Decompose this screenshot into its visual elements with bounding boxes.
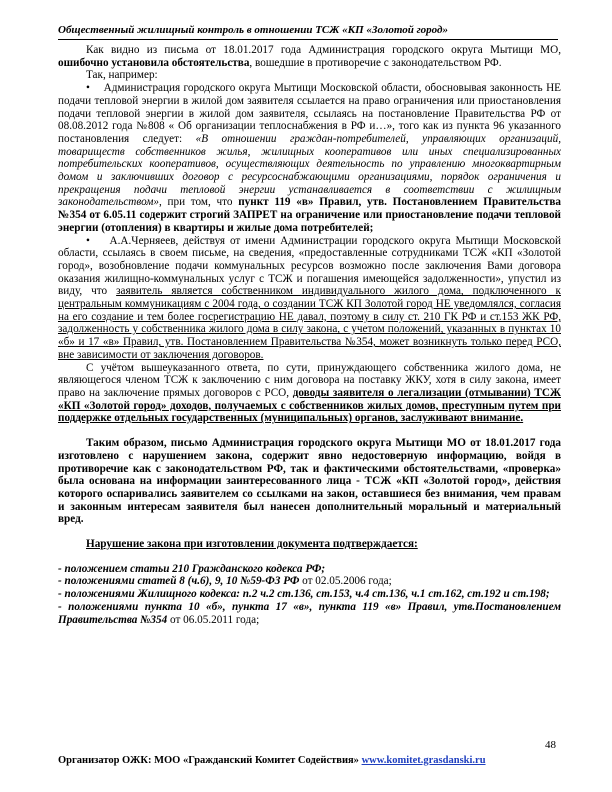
- paragraph-text: , вошедшие в противоречие с законодательством РФ.: [249, 56, 502, 69]
- spacer: [58, 551, 561, 563]
- violation-list: [58, 563, 561, 627]
- bullet-item-chernyaev: [58, 235, 561, 362]
- list-item: [58, 588, 561, 601]
- list-item-lead: - положениями пункта 10 «б», пункта 17 «в», пункта 119 «в» Правил, утв.Постановлением Правительства №354: [58, 600, 561, 626]
- footer-organizer: Организатор ОЖК: МОО «Гражданский Комитет Содействия»: [58, 755, 362, 766]
- underlined-text: заявитель является собственником индивидуального жилого дома, подключенного к центральным коммуникациям с 2004 года, о создании ТСЖ КП Золотой город НЕ уведомлялся, согласия на его создание и тем более госрегистрацию НЕ давал, поэтому в силу ст. 210 ГК РФ и ст.153 ЖК РФ, задолженность у собственника жилого дома в силу закона, с учетом положений, указанных в пунктах 10 «б» и 17 «в» Правил, утв. Постановлением Правительства №354, может возникнуть только перед РСО, вне зависимости от заключения договоров.: [58, 285, 561, 361]
- list-item: [58, 575, 561, 588]
- spacer: [58, 526, 561, 538]
- list-item: [58, 563, 561, 576]
- bullet-item-heat-supply: [58, 82, 561, 234]
- page-footer: [58, 754, 561, 767]
- page-number: 48: [545, 739, 556, 751]
- emphasis-text: ошибочно установила обстоятельства: [58, 56, 250, 69]
- list-item-lead: - положением статьи 210 Гражданского кодекса РФ;: [58, 562, 326, 575]
- emphasis-text: доводы заявителя о легализации (отмывании) ТСЖ «КП «Золотой город» доходов, получаемых с собственников жилых домов, преступным путем при поддержке отдельных государственных (муниципальных) органов, заслуживают внимание.: [58, 386, 561, 425]
- document-body: [58, 44, 561, 626]
- paragraph-text: , при том, что: [159, 196, 239, 209]
- violation-heading: Нарушение закона при изготовлении документа подтверждается:: [86, 538, 418, 551]
- footer-website-link[interactable]: www.komitet.grasdanski.ru: [361, 755, 486, 766]
- paragraph-example-lead: Так, например:: [86, 69, 158, 82]
- paragraph-intro: [58, 44, 561, 69]
- paragraph-text: А.А.Черняеев, действуя от имени Администрации городского округа Мытищи Московской области, ссылаясь в своем письме, на сведения, «предоставленные сотрудниками ТСЖ «КП «Золотой город», возобновление подачи коммунальных ресурсов возможно после заключения Вами договора оказания жилищно-коммунальных услуг с ТСЖ и погашения имеющейся задолженности», упустил из виду, что: [58, 234, 561, 298]
- list-item-tail: от 02.05.2006 года;: [299, 575, 392, 588]
- quote-text: «В отношении граждан-потребителей, управляющих организаций, товариществ собственников жилья, жилищных кооперативов или иных специализированных потребительских кооперативов, осуществляющих деятельность по управлению многоквартирным домом и заключивших договор с ресурсоснабжающими организациями, порядок ограничения и прекращения подачи тепловой энергии устанавливается в соответствии с жилищным законодательством»: [58, 132, 561, 209]
- bullet-icon: •: [86, 234, 90, 247]
- list-item-lead: - положениями Жилищного кодекса: п.2 ч.2 ст.136, ст.153, ч.4 ст.136, ч.1 ст.162, ст.192 и ст.198;: [58, 588, 550, 601]
- paragraph-text: Как видно из письма от 18.01.2017 года Администрация городского округа Мытищи МО,: [86, 44, 561, 56]
- spacer: [58, 425, 561, 437]
- list-item-lead: - положениями статей 8 (ч.6), 9, 10 №59-ФЗ РФ: [58, 575, 300, 588]
- paragraph-text: С учётом вышеуказанного ответа, по сути, принуждающего собственника жилого дома, не являющегося членом ТСЖ к заключению с ним договора на поставку ЖКУ, хотя в силу закона, имеет право на заключение прямых договоров с РСО,: [58, 361, 561, 399]
- emphasis-text: пункт 119 «в» Правил, утв. Постановлением Правительства №354 от 6.05.11 содержит строгий ЗАПРЕТ на ограничение или приостановление подачи тепловой энергии (отопления) в квартиры и жилые дома потребителей;: [58, 196, 561, 234]
- paragraph-summary: Таким образом, письмо Администрация городского округа Мытищи МО от 18.01.2017 года изготовлено с нарушением закона, содержит явно недостоверную информацию, войдя в противоречие как с законодательством РФ, так и фактическими обстоятельствами, «проверка» была основана на информации заинтересованного лица - ТСЖ «КП «Золотой город», действия которого оспаривались заявителем со ссылками на закон, оставшиеся без внимания, чем правам и законным интересам заявителя был нанесен дополнительный моральный и материальный вред.: [58, 437, 561, 526]
- list-item: [58, 601, 561, 626]
- list-item-tail: от 06.05.2011 года;: [167, 613, 260, 626]
- bullet-icon: •: [86, 82, 90, 95]
- paragraph-conclusion-rso: [58, 362, 561, 426]
- paragraph-text: Администрация городского округа Мытищи Московской области, обосновывая законность НЕ подачи тепловой энергии в жилой дом заявителя ссылается на право ограничения или приостановления подачи тепловой энергии в жилой дом заявителя, ссылаясь на постановление Правительства РФ от 08.08.2012 года №808 « Об организации теплоснабжения в РФ и…», того как из пункта 96 указанного постановления следует:: [58, 82, 561, 145]
- running-header: Общественный жилищный контроль в отношении ТСЖ «КП «Золотой город»: [58, 24, 558, 40]
